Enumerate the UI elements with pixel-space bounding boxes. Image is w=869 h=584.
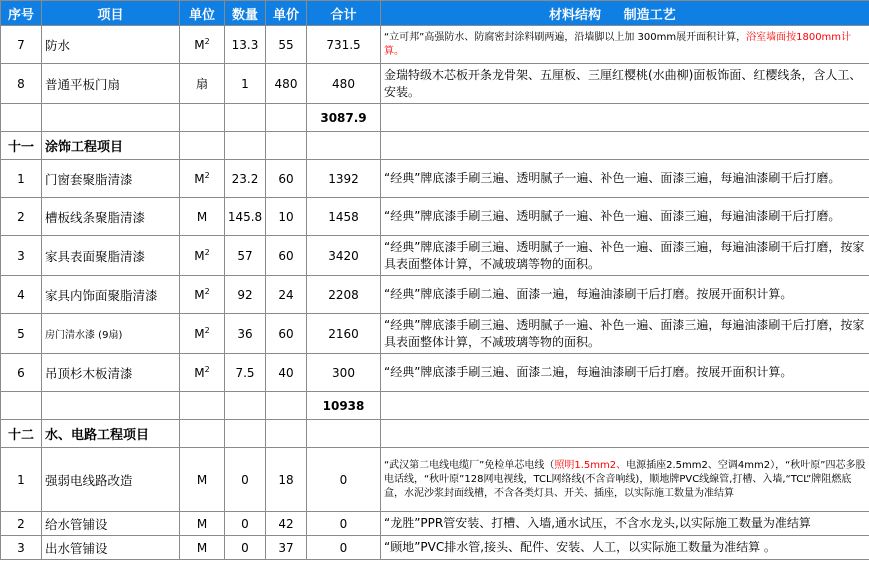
cell-total: 1458 bbox=[307, 198, 381, 236]
cell-item: 门窗套聚脂清漆 bbox=[42, 160, 180, 198]
cell-no: 6 bbox=[1, 354, 42, 392]
cell-total: 1392 bbox=[307, 160, 381, 198]
cell-total: 731.5 bbox=[307, 26, 381, 64]
table-row bbox=[1, 198, 869, 236]
cell-unit bbox=[180, 160, 225, 198]
subtotal-value: 10938 bbox=[307, 392, 381, 420]
desc-text: “立可邦”高强防水、防腐密封涂料刷两遍，沿墙脚以上加 300mm展开面积计算， bbox=[384, 31, 747, 43]
cell-total: 480 bbox=[307, 64, 381, 104]
unit-sup: 2 bbox=[204, 364, 210, 374]
cell-item: 给水管铺设 bbox=[42, 512, 180, 536]
cell-price: 60 bbox=[266, 314, 307, 354]
cell-item: 普通平板门扇 bbox=[42, 64, 180, 104]
table-row bbox=[1, 236, 869, 276]
cell-price: 60 bbox=[266, 236, 307, 276]
unit-text: M bbox=[194, 248, 205, 263]
cell-desc: “经典”牌底漆手刷三遍、透明腻子一遍、补色一遍、面漆三遍，每遍油漆刷干后打磨。 bbox=[381, 198, 869, 236]
section-no: 十一 bbox=[1, 132, 42, 160]
cell-desc: “经典”牌底漆手刷三遍、透明腻子一遍、补色一遍、面漆三遍，每遍油漆刷干后打磨，按家具表面整体计算，不减玻璃等物的面积。 bbox=[381, 236, 869, 276]
cell-item: 家具内饰面聚脂清漆 bbox=[42, 276, 180, 314]
cell-desc: “顾地”PVC排水管,接头、配件、安装、人工，以实际施工数量为准结算 。 bbox=[381, 536, 869, 560]
cell-desc: “经典”牌底漆手刷三遍、面漆二遍，每遍油漆刷干后打磨。按展开面积计算。 bbox=[381, 354, 869, 392]
section-header-row bbox=[1, 420, 869, 448]
cell-qty: 7.5 bbox=[225, 354, 266, 392]
cell-price: 37 bbox=[266, 536, 307, 560]
cell-no: 3 bbox=[1, 536, 42, 560]
cell-price: 18 bbox=[266, 448, 307, 512]
unit-sup: 2 bbox=[204, 325, 210, 335]
cell-qty: 57 bbox=[225, 236, 266, 276]
unit-sup: 2 bbox=[204, 170, 210, 180]
table-row bbox=[1, 448, 869, 512]
section-header-row bbox=[1, 132, 869, 160]
cell-no: 4 bbox=[1, 276, 42, 314]
header-material: 材料结构 制造工艺 bbox=[381, 1, 869, 26]
cell-no: 1 bbox=[1, 448, 42, 512]
cell-item: 房门清水漆 (9扇) bbox=[42, 314, 180, 354]
cell-unit: M bbox=[180, 198, 225, 236]
header-no: 序号 bbox=[1, 1, 42, 26]
unit-text: M bbox=[194, 171, 205, 186]
section-title: 涂饰工程项目 bbox=[42, 132, 180, 160]
subtotal-row bbox=[1, 392, 869, 420]
header-item: 项目 bbox=[42, 1, 180, 26]
cell-no: 7 bbox=[1, 26, 42, 64]
unit-sup: 2 bbox=[204, 36, 210, 46]
cell-no: 5 bbox=[1, 314, 42, 354]
cell-desc bbox=[381, 26, 869, 64]
cell-no: 2 bbox=[1, 512, 42, 536]
cell-unit: 扇 bbox=[180, 64, 225, 104]
table-row bbox=[1, 512, 869, 536]
cell-unit bbox=[180, 276, 225, 314]
cell-desc: 金瑞特级木芯板开条龙骨架、五厘板、三厘红樱桃(水曲柳)面板饰面、红樱线条，含人工、安装。 bbox=[381, 64, 869, 104]
cell-item: 家具表面聚脂清漆 bbox=[42, 236, 180, 276]
cell-no: 1 bbox=[1, 160, 42, 198]
table-row bbox=[1, 276, 869, 314]
unit-sup: 2 bbox=[204, 247, 210, 257]
cell-qty: 92 bbox=[225, 276, 266, 314]
cell-unit bbox=[180, 236, 225, 276]
unit-text: M bbox=[194, 326, 205, 341]
cell-item: 出水管铺设 bbox=[42, 536, 180, 560]
cell-qty: 0 bbox=[225, 448, 266, 512]
cell-unit: M bbox=[180, 536, 225, 560]
table-row bbox=[1, 314, 869, 354]
cell-total: 300 bbox=[307, 354, 381, 392]
cell-unit bbox=[180, 314, 225, 354]
cell-unit bbox=[180, 354, 225, 392]
unit-text: M bbox=[194, 365, 205, 380]
unit-sup: 2 bbox=[204, 286, 210, 296]
desc-text: 电源插座2.5mm2、空调4mm2），“秋叶原”四芯多股电话线，“秋叶原”128网电视线，TCL网络线(不含音响线)，顺地牌PVC线線管,打槽、入墙,“TCL”牌阻燃底盒，水泥沙浆封面线槽，不含各类灯具、开关、插座，以实际施工数量为准结算 bbox=[384, 459, 866, 499]
table-row bbox=[1, 26, 869, 64]
section-title: 水、电路工程项目 bbox=[42, 420, 180, 448]
cell-desc: “龙胜”PPR管安装、打槽、入墙,通水试压，不含水龙头,以实际施工数量为准结算 bbox=[381, 512, 869, 536]
cell-price: 24 bbox=[266, 276, 307, 314]
cell-total: 2208 bbox=[307, 276, 381, 314]
cell-qty: 13.3 bbox=[225, 26, 266, 64]
desc-red-text: 浴室墙面按1800mm计算。 bbox=[384, 31, 852, 57]
cell-price: 40 bbox=[266, 354, 307, 392]
cell-qty: 23.2 bbox=[225, 160, 266, 198]
cell-total: 2160 bbox=[307, 314, 381, 354]
cell-no: 2 bbox=[1, 198, 42, 236]
cell-desc: “经典”牌底漆手刷二遍、面漆一遍，每遍油漆刷干后打磨。按展开面积计算。 bbox=[381, 276, 869, 314]
cell-price: 480 bbox=[266, 64, 307, 104]
header-price: 单价 bbox=[266, 1, 307, 26]
cell-unit: M bbox=[180, 512, 225, 536]
table-row bbox=[1, 64, 869, 104]
table-row bbox=[1, 354, 869, 392]
table-row bbox=[1, 160, 869, 198]
cell-price: 42 bbox=[266, 512, 307, 536]
desc-red-text: 照明1.5mm2、 bbox=[554, 459, 627, 471]
cell-item: 防水 bbox=[42, 26, 180, 64]
cell-no: 3 bbox=[1, 236, 42, 276]
cell-price: 55 bbox=[266, 26, 307, 64]
cell-unit bbox=[180, 26, 225, 64]
unit-text: M bbox=[194, 37, 205, 52]
cell-price: 60 bbox=[266, 160, 307, 198]
cell-total: 3420 bbox=[307, 236, 381, 276]
cell-desc bbox=[381, 448, 869, 512]
subtotal-row bbox=[1, 104, 869, 132]
header-row bbox=[1, 1, 869, 26]
header-unit: 单位 bbox=[180, 1, 225, 26]
cell-qty: 145.8 bbox=[225, 198, 266, 236]
unit-text: M bbox=[194, 287, 205, 302]
cell-desc: “经典”牌底漆手刷三遍、透明腻子一遍、补色一遍、面漆三遍，每遍油漆刷干后打磨，按家具表面整体计算，不减玻璃等物的面积。 bbox=[381, 314, 869, 354]
header-qty: 数量 bbox=[225, 1, 266, 26]
cell-total: 0 bbox=[307, 512, 381, 536]
cell-no: 8 bbox=[1, 64, 42, 104]
header-total: 合计 bbox=[307, 1, 381, 26]
cell-price: 10 bbox=[266, 198, 307, 236]
cell-qty: 0 bbox=[225, 536, 266, 560]
cell-total: 0 bbox=[307, 448, 381, 512]
cell-qty: 36 bbox=[225, 314, 266, 354]
desc-text: “武汉第二电线电缆厂”免检单芯电线（ bbox=[384, 459, 555, 471]
section-no: 十二 bbox=[1, 420, 42, 448]
subtotal-value: 3087.9 bbox=[307, 104, 381, 132]
cell-item: 槽板线条聚脂清漆 bbox=[42, 198, 180, 236]
cell-item: 强弱电线路改造 bbox=[42, 448, 180, 512]
table-row bbox=[1, 536, 869, 560]
cell-qty: 0 bbox=[225, 512, 266, 536]
cell-qty: 1 bbox=[225, 64, 266, 104]
cell-total: 0 bbox=[307, 536, 381, 560]
cell-unit: M bbox=[180, 448, 225, 512]
cell-item: 吊顶杉木板清漆 bbox=[42, 354, 180, 392]
cell-desc: “经典”牌底漆手刷三遍、透明腻子一遍、补色一遍、面漆三遍，每遍油漆刷干后打磨。 bbox=[381, 160, 869, 198]
